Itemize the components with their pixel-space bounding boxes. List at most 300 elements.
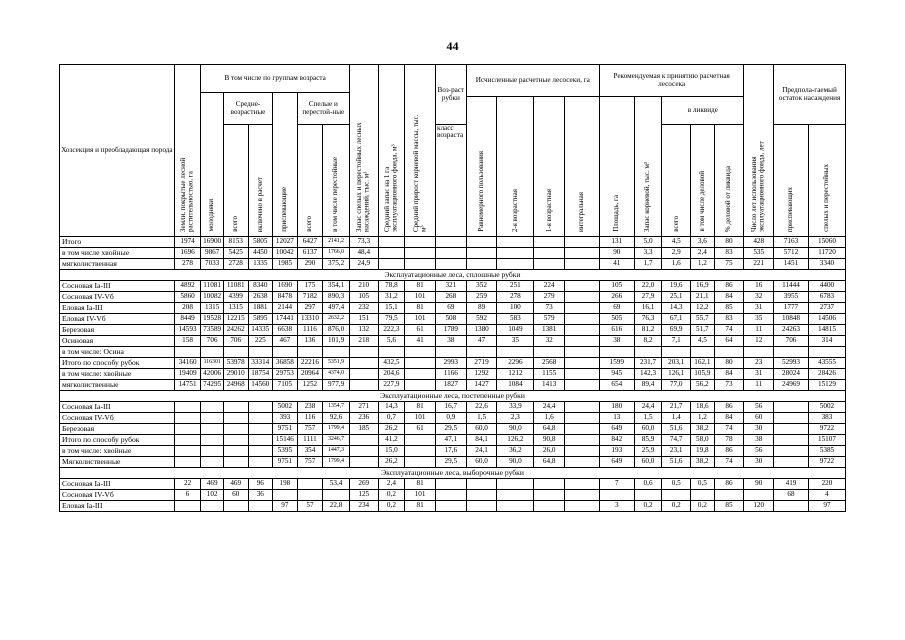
table-cell: 35: [744, 314, 774, 325]
table-cell: [248, 501, 273, 512]
table-cell: 945: [599, 369, 634, 380]
table-cell: 73: [714, 380, 744, 391]
table-cell: 32: [534, 336, 565, 347]
table-cell: 120: [744, 501, 774, 512]
table-cell: 42006: [201, 369, 224, 380]
table-cell: 84,1: [466, 435, 497, 446]
table-cell: 9722: [808, 457, 845, 468]
table-cell: 3,3: [634, 248, 662, 259]
table-cell: 3246,7: [323, 435, 350, 446]
col-header-1ya: 1-я возрастная: [534, 97, 565, 237]
table-cell: 1315: [201, 303, 224, 314]
table-cell: [565, 281, 600, 292]
table-cell: 36,2: [497, 446, 534, 457]
table-cell: 16900: [201, 237, 224, 248]
table-cell: [565, 424, 600, 435]
table-cell: 221: [744, 259, 774, 270]
table-cell: 1155: [534, 369, 565, 380]
table-cell: [599, 347, 634, 358]
table-cell: [297, 479, 323, 490]
table-cell: 56: [744, 446, 774, 457]
table-cell: 90,8: [534, 435, 565, 446]
table-cell: [248, 424, 273, 435]
table-cell: 2719: [466, 358, 497, 369]
table-cell: 81: [405, 501, 436, 512]
table-cell: 4,5: [691, 336, 715, 347]
table-cell: [248, 457, 273, 468]
table-cell: 393: [273, 413, 298, 424]
table-cell: 19,6: [662, 281, 691, 292]
table-cell: 432,5: [378, 358, 405, 369]
table-cell: 290: [297, 259, 323, 270]
table-cell: 23,1: [662, 446, 691, 457]
table-cell: 6638: [273, 325, 298, 336]
table-cell: 5,6: [378, 336, 405, 347]
table-cell: 10082: [201, 292, 224, 303]
table-cell: [534, 501, 565, 512]
table-cell: 1354,7: [323, 402, 350, 413]
table-cell: 1212: [497, 369, 534, 380]
table-cell: 6427: [297, 237, 323, 248]
table-cell: 4892: [174, 281, 201, 292]
table-cell: [662, 490, 691, 501]
table-cell: 97: [808, 501, 845, 512]
table-cell: 48,4: [349, 248, 378, 259]
table-cell: 79,5: [378, 314, 405, 325]
table-cell: 12215: [223, 314, 248, 325]
table-cell: [565, 259, 600, 270]
table-cell: 5395: [273, 446, 298, 457]
table-cell: 69: [435, 303, 466, 314]
table-cell: [349, 369, 378, 380]
table-cell: 26,2: [378, 424, 405, 435]
table-cell: [534, 248, 565, 259]
table-cell: 116301: [201, 358, 224, 369]
row-name: Сосновая Ia-III: [60, 402, 175, 413]
table-cell: 4399: [223, 292, 248, 303]
table-cell: [466, 248, 497, 259]
table-cell: 18,6: [691, 402, 715, 413]
table-cell: 22: [174, 479, 201, 490]
table-cell: 467: [273, 336, 298, 347]
table-cell: 73,3: [349, 237, 378, 248]
table-cell: 53978: [223, 358, 248, 369]
table-row: [60, 259, 846, 270]
table-cell: 5002: [273, 402, 298, 413]
table-cell: [691, 490, 715, 501]
table-cell: [497, 501, 534, 512]
table-cell: 842: [599, 435, 634, 446]
table-cell: 1116: [297, 325, 323, 336]
table-cell: 28024: [774, 369, 809, 380]
table-cell: 84: [714, 413, 744, 424]
table-cell: [565, 347, 600, 358]
table-cell: 34160: [174, 358, 201, 369]
table-cell: [405, 435, 436, 446]
table-cell: 0,2: [378, 501, 405, 512]
table-cell: 1,5: [634, 413, 662, 424]
table-cell: 13: [599, 413, 634, 424]
table-cell: 469: [201, 479, 224, 490]
table-cell: 36858: [273, 358, 298, 369]
table-cell: [349, 380, 378, 391]
row-name: Итого по способу рубок: [60, 358, 175, 369]
table-cell: 19,8: [691, 446, 715, 457]
table-cell: 1799,4: [323, 424, 350, 435]
table-cell: [297, 490, 323, 501]
col-header-delovoy: в том числе деловой: [691, 125, 715, 237]
col-header-sredniy-prirost: Средний прирост корневой массы, тыс. м³: [405, 65, 436, 237]
row-name: мягколиственные: [60, 380, 175, 391]
table-cell: 616: [599, 325, 634, 336]
table-cell: 234: [349, 501, 378, 512]
col-header-zapas-spelyh: Запас спелых и перестойных лесных насаждений, тыс. м³: [349, 65, 378, 237]
table-cell: [435, 259, 466, 270]
table-cell: 210: [349, 281, 378, 292]
table-cell: 14815: [808, 325, 845, 336]
table-cell: 7182: [297, 292, 323, 303]
table-row: [60, 314, 846, 325]
table-cell: 259: [466, 292, 497, 303]
table-cell: [774, 435, 809, 446]
table-cell: [435, 237, 466, 248]
table-cell: [466, 259, 497, 270]
table-cell: 1985: [273, 259, 298, 270]
col-header-klass-vozrasta: класс возраста: [435, 125, 466, 237]
table-cell: 90: [744, 479, 774, 490]
table-cell: 0,5: [662, 479, 691, 490]
table-cell: 29753: [273, 369, 298, 380]
table-cell: 51,6: [662, 424, 691, 435]
table-cell: 354,1: [323, 281, 350, 292]
col-header-spelyh-perestoinyh: спелых и перестойных: [808, 125, 845, 237]
table-cell: [634, 490, 662, 501]
table-cell: 6: [174, 490, 201, 501]
table-cell: 0,2: [634, 501, 662, 512]
table-row: [60, 369, 846, 380]
table-cell: 18754: [248, 369, 273, 380]
table-cell: [497, 237, 534, 248]
table-cell: 17,6: [435, 446, 466, 457]
table-cell: 4374,0: [323, 369, 350, 380]
table-cell: [273, 347, 298, 358]
table-cell: 102: [201, 490, 224, 501]
table-cell: 232: [349, 303, 378, 314]
table-cell: 185: [349, 424, 378, 435]
table-cell: 90,0: [497, 457, 534, 468]
table-cell: 81: [405, 479, 436, 490]
table-cell: 8478: [273, 292, 298, 303]
table-cell: [565, 479, 600, 490]
table-cell: 21,7: [662, 402, 691, 413]
table-cell: 180: [599, 402, 634, 413]
table-cell: [534, 347, 565, 358]
table-cell: [565, 490, 600, 501]
table-cell: 20964: [297, 369, 323, 380]
table-cell: 96: [248, 479, 273, 490]
table-cell: [349, 347, 378, 358]
table-cell: 41: [599, 259, 634, 270]
table-cell: [714, 490, 744, 501]
table-cell: [174, 413, 201, 424]
table-row: [60, 435, 846, 446]
table-cell: 22216: [297, 358, 323, 369]
table-cell: 1974: [174, 237, 201, 248]
table-cell: 58,0: [691, 435, 715, 446]
table-row: [60, 248, 846, 259]
forest-fund-table: [59, 64, 846, 512]
table-cell: [565, 435, 600, 446]
table-row: [60, 347, 846, 358]
table-cell: [378, 347, 405, 358]
table-cell: 8449: [174, 314, 201, 325]
table-cell: 92,6: [323, 413, 350, 424]
table-cell: [774, 413, 809, 424]
table-cell: 352: [466, 281, 497, 292]
col-header-prispevayushchie: приспевающие: [273, 93, 298, 237]
table-cell: 198: [273, 479, 298, 490]
table-cell: [466, 347, 497, 358]
table-cell: 11081: [223, 281, 248, 292]
table-cell: 60,0: [466, 424, 497, 435]
table-cell: [466, 501, 497, 512]
table-cell: 225: [248, 336, 273, 347]
row-name: в том числе: хвойные: [60, 446, 175, 457]
table-row: [60, 358, 846, 369]
table-cell: 15146: [273, 435, 298, 446]
row-name: Еловая Ia-III: [60, 501, 175, 512]
table-cell: 5860: [174, 292, 201, 303]
table-cell: [435, 479, 466, 490]
section-label: Эксплуатационные леса, постепенные рубки: [60, 391, 846, 402]
table-cell: 11720: [808, 248, 845, 259]
table-cell: 757: [297, 457, 323, 468]
table-cell: [349, 446, 378, 457]
col-header-hozsekciya: Хозсекция и преобладающая порода: [60, 65, 175, 237]
table-cell: 314: [808, 336, 845, 347]
table-cell: [323, 347, 350, 358]
table-row: [60, 237, 846, 248]
table-cell: 2,4: [378, 479, 405, 490]
table-row: [60, 457, 846, 468]
section-row: [60, 270, 846, 281]
table-cell: 1766,0: [323, 248, 350, 259]
table-cell: 60,0: [466, 457, 497, 468]
table-cell: 90,0: [497, 424, 534, 435]
table-cell: 1,4: [662, 413, 691, 424]
table-cell: 1252: [297, 380, 323, 391]
table-cell: [534, 237, 565, 248]
table-cell: 76,3: [634, 314, 662, 325]
table-cell: [174, 347, 201, 358]
table-cell: 41: [405, 336, 436, 347]
table-cell: 1413: [534, 380, 565, 391]
table-cell: [774, 457, 809, 468]
table-cell: [534, 490, 565, 501]
table-cell: 69: [599, 303, 634, 314]
table-cell: 9751: [273, 457, 298, 468]
table-cell: 8153: [223, 237, 248, 248]
table-cell: 14335: [248, 325, 273, 336]
table-cell: 68: [774, 490, 809, 501]
table-cell: 11444: [774, 281, 809, 292]
table-cell: 24968: [223, 380, 248, 391]
col-header-sredniy-zapas: Средний запас на 1 га эксплуатационного фонда, м³: [378, 65, 405, 237]
table-cell: [223, 501, 248, 512]
table-cell: 14560: [248, 380, 273, 391]
table-cell: [565, 325, 600, 336]
table-row: [60, 325, 846, 336]
table-cell: 5805: [248, 237, 273, 248]
table-cell: [744, 490, 774, 501]
table-cell: 14506: [808, 314, 845, 325]
table-cell: 2,9: [662, 248, 691, 259]
table-cell: 218: [349, 336, 378, 347]
table-cell: 706: [201, 336, 224, 347]
table-cell: [201, 413, 224, 424]
table-cell: 4400: [808, 281, 845, 292]
table-cell: 2,3: [497, 413, 534, 424]
table-cell: [201, 424, 224, 435]
table-cell: 97: [273, 501, 298, 512]
table-cell: 64: [714, 336, 744, 347]
table-cell: 83: [714, 248, 744, 259]
table-cell: 60,0: [634, 424, 662, 435]
table-cell: 74295: [201, 380, 224, 391]
table-cell: 10848: [774, 314, 809, 325]
col-header-v-tom-chisle-perestoinye: в том числе перестойные: [323, 125, 350, 237]
col-header-zapas-kornevoy: Запас корневой, тыс. м³: [634, 97, 662, 237]
table-cell: [774, 402, 809, 413]
table-cell: 16: [744, 281, 774, 292]
table-cell: 51,6: [662, 457, 691, 468]
table-cell: 375,2: [323, 259, 350, 270]
table-cell: 90: [599, 248, 634, 259]
table-cell: 14593: [174, 325, 201, 336]
table-cell: 278: [497, 292, 534, 303]
table-cell: 5425: [223, 248, 248, 259]
table-cell: 30: [744, 424, 774, 435]
table-cell: [634, 347, 662, 358]
table-cell: 268: [435, 292, 466, 303]
table-cell: 5,0: [634, 237, 662, 248]
table-cell: 2296: [497, 358, 534, 369]
table-cell: 31: [744, 369, 774, 380]
table-cell: 535: [744, 248, 774, 259]
table-cell: 47: [466, 336, 497, 347]
table-cell: [201, 402, 224, 413]
col-header-vsego3: всего: [662, 125, 691, 237]
table-cell: [201, 446, 224, 457]
table-cell: 86: [714, 479, 744, 490]
table-cell: 38: [599, 336, 634, 347]
table-cell: [201, 457, 224, 468]
table-cell: 125: [349, 490, 378, 501]
table-cell: 14,3: [662, 303, 691, 314]
col-header-2ya: 2-я возрастная: [497, 97, 534, 237]
table-cell: [223, 347, 248, 358]
table-row: [60, 413, 846, 424]
table-cell: 3955: [774, 292, 809, 303]
table-cell: [565, 446, 600, 457]
page-number: 44: [446, 39, 459, 53]
table-cell: 9751: [273, 424, 298, 435]
table-cell: 74: [714, 325, 744, 336]
row-name: Итого по способу рубок: [60, 435, 175, 446]
table-cell: 238: [297, 402, 323, 413]
table-cell: [248, 347, 273, 358]
table-cell: [662, 347, 691, 358]
table-cell: [405, 237, 436, 248]
table-cell: 757: [297, 424, 323, 435]
col-header-chislo-let: Число лет использования эксплуатационного фонда, лет: [744, 65, 774, 237]
table-cell: 84: [714, 369, 744, 380]
table-cell: [565, 358, 600, 369]
table-cell: [349, 358, 378, 369]
table-cell: 14,3: [378, 402, 405, 413]
table-cell: 497,4: [323, 303, 350, 314]
table-cell: 73589: [201, 325, 224, 336]
table-cell: [774, 446, 809, 457]
table-cell: 81,2: [634, 325, 662, 336]
table-cell: 38,2: [691, 457, 715, 468]
table-cell: 706: [223, 336, 248, 347]
table-cell: 33,9: [497, 402, 534, 413]
table-cell: 236: [349, 413, 378, 424]
table-cell: 38,2: [691, 424, 715, 435]
table-cell: 278: [174, 259, 201, 270]
col-header-predpolagaemyi: Предпола-гаемый остаток насаждения: [774, 65, 846, 125]
table-cell: 0,7: [378, 413, 405, 424]
table-cell: [405, 446, 436, 457]
table-cell: 297: [297, 303, 323, 314]
table-cell: 85: [714, 501, 744, 512]
table-cell: 47,1: [435, 435, 466, 446]
table-cell: 74,7: [662, 435, 691, 446]
row-name: Осиновая: [60, 336, 175, 347]
table-row: [60, 424, 846, 435]
col-header-integralnaya: интегральная: [565, 97, 600, 237]
table-cell: [248, 413, 273, 424]
table-cell: [297, 347, 323, 358]
table-row: [60, 446, 846, 457]
table-cell: 12027: [273, 237, 298, 248]
table-cell: 89: [466, 303, 497, 314]
table-cell: [201, 501, 224, 512]
table-cell: [565, 336, 600, 347]
table-cell: 1827: [435, 380, 466, 391]
col-header-pct-delovoy: % деловой от ликвида: [714, 125, 744, 237]
table-cell: 30: [744, 457, 774, 468]
table-cell: 12,2: [691, 303, 715, 314]
table-cell: 86: [714, 446, 744, 457]
table-cell: [405, 369, 436, 380]
table-cell: 203,1: [662, 358, 691, 369]
table-cell: 26,2: [378, 457, 405, 468]
table-cell: [565, 237, 600, 248]
table-cell: 0,9: [435, 413, 466, 424]
table-cell: 57: [297, 501, 323, 512]
table-cell: 9722: [808, 424, 845, 435]
table-cell: 15,1: [378, 303, 405, 314]
row-name: Еловая IV-Vб: [60, 314, 175, 325]
table-cell: 61: [405, 424, 436, 435]
table-cell: 5351,9: [323, 358, 350, 369]
table-cell: 224: [534, 281, 565, 292]
table-cell: [378, 259, 405, 270]
table-cell: 1335: [248, 259, 273, 270]
table-cell: [497, 259, 534, 270]
